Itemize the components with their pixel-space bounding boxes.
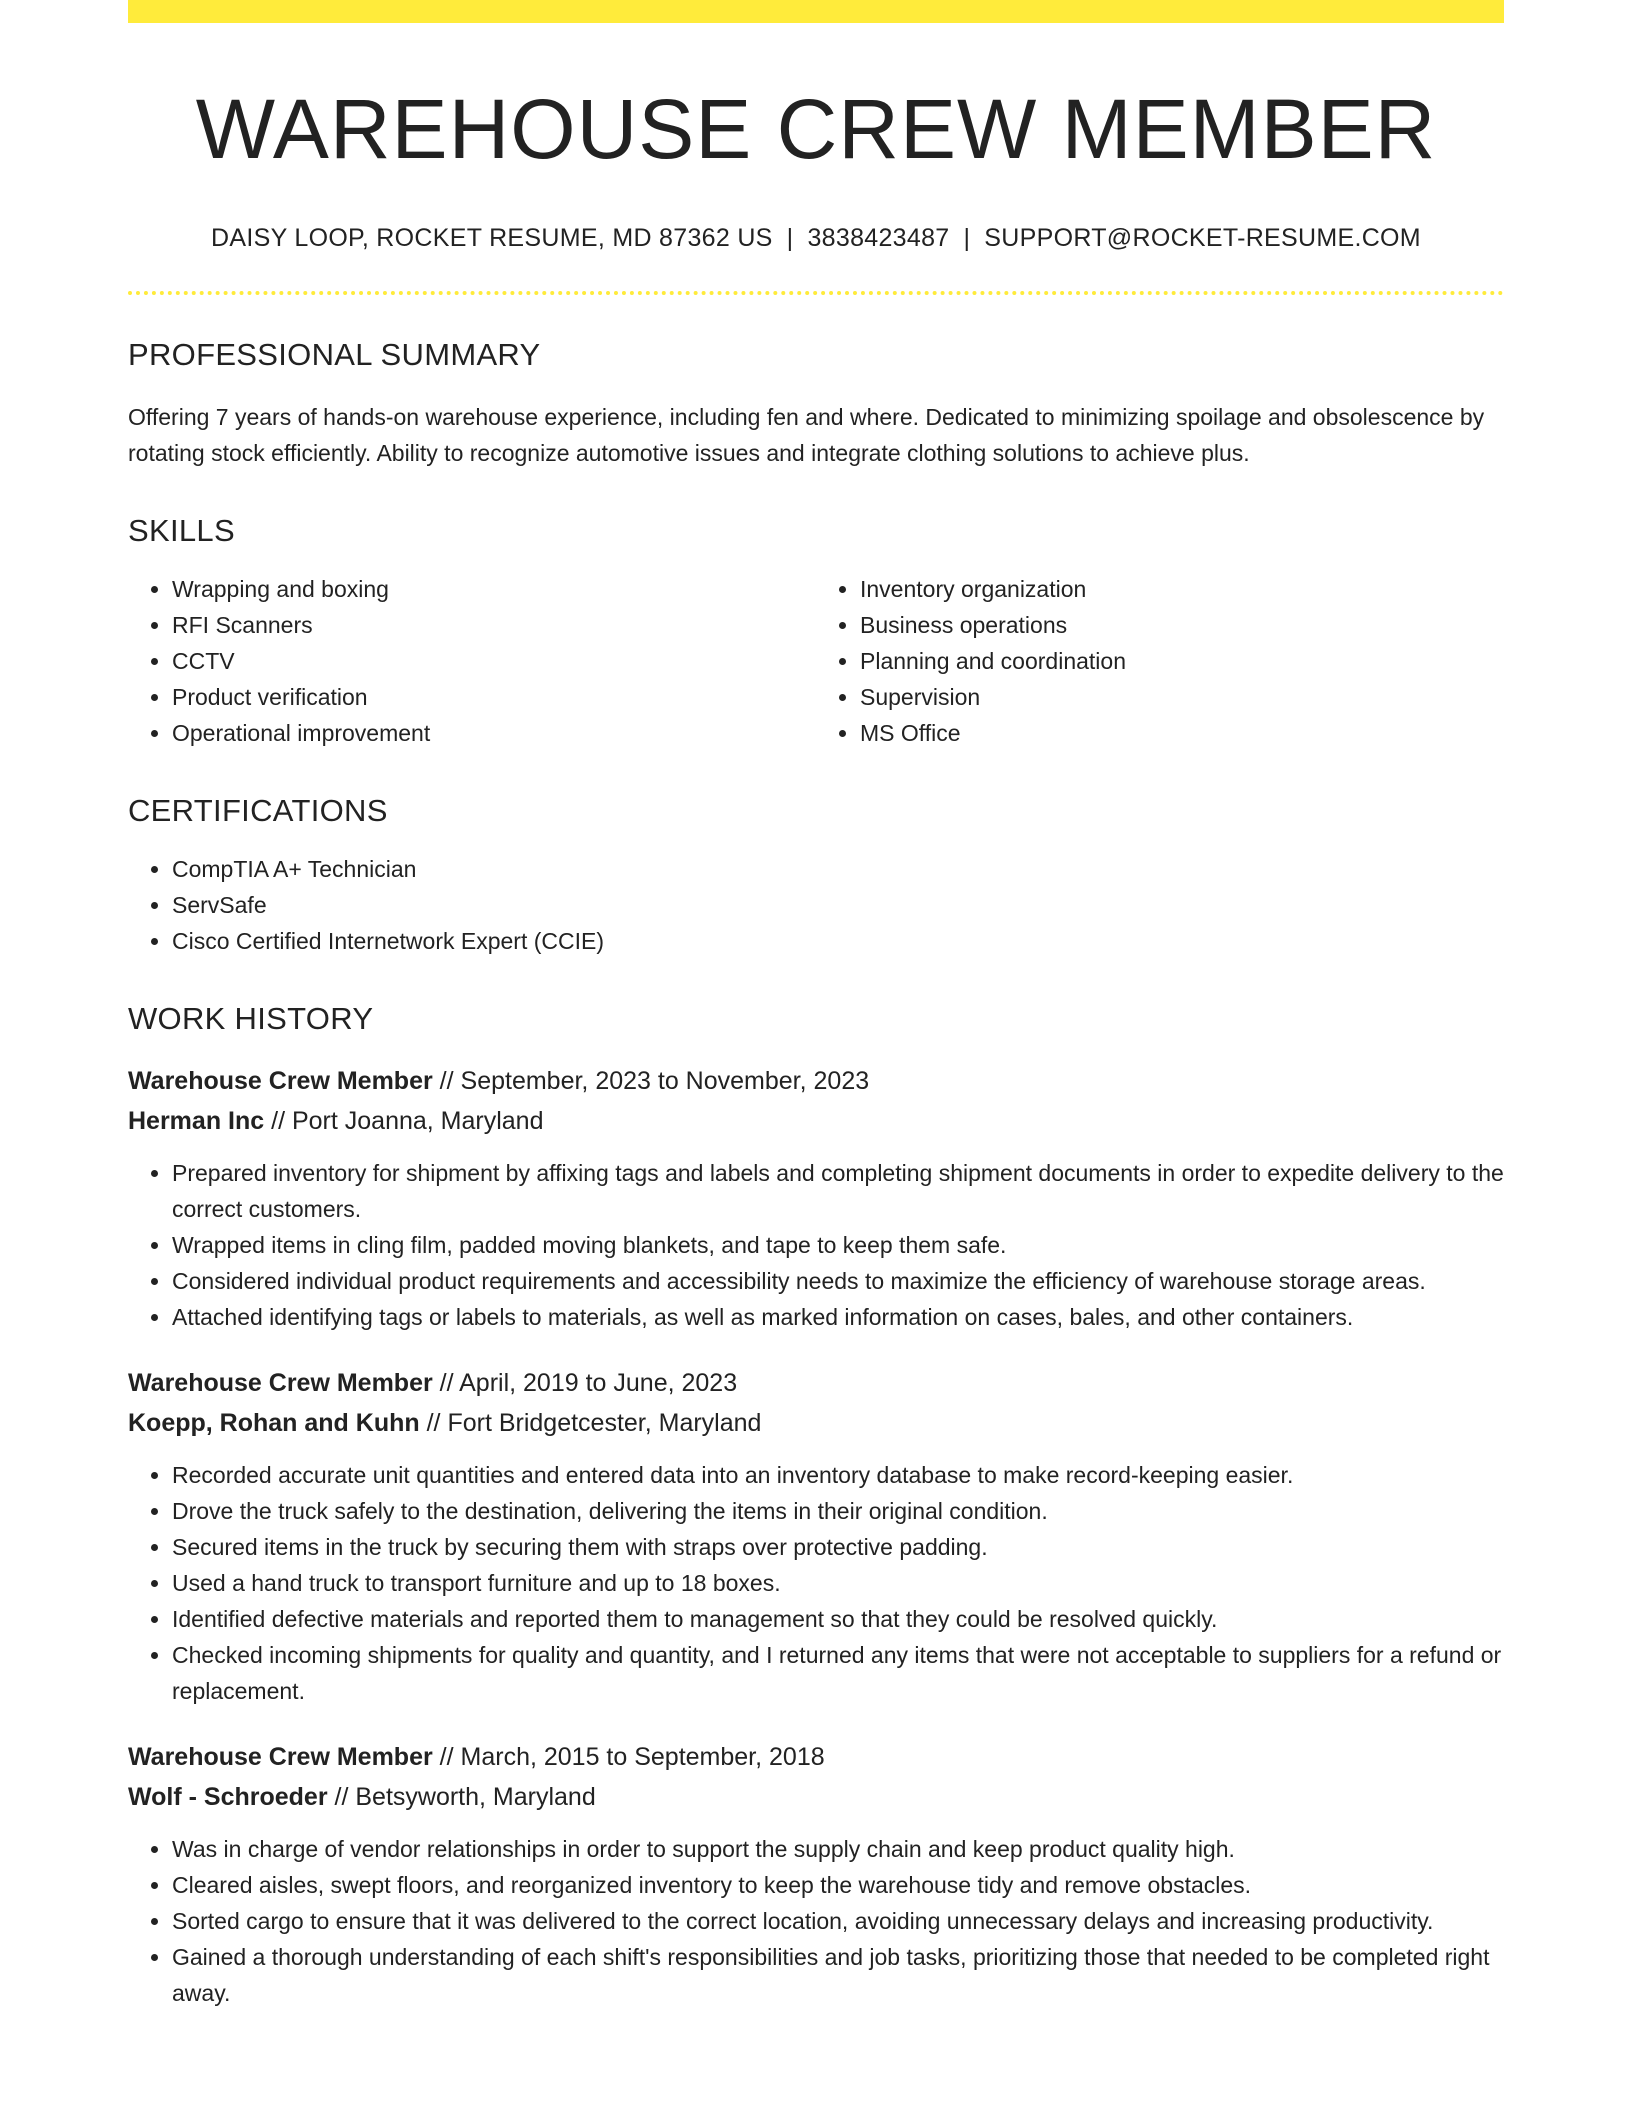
job-bullet: • Sorted cargo to ensure that it was delivered to the correct location, avoiding unnecessary delays and increasing productivity. xyxy=(172,1903,1504,1939)
job-entry xyxy=(128,1061,1504,1335)
skill-item: • Planning and coordination xyxy=(860,643,1504,679)
job-dates: September, 2023 to November, 2023 xyxy=(460,1066,870,1095)
skill-item: • Wrapping and boxing xyxy=(172,571,816,607)
job-title-line xyxy=(128,1061,1504,1101)
job-bullet: • Considered individual product requirements and accessibility needs to maximize the efficiency of warehouse storage areas. xyxy=(172,1263,1504,1299)
job-bullets xyxy=(128,1457,1504,1709)
job-separator: // xyxy=(327,1782,356,1811)
job-bullet: • Cleared aisles, swept floors, and reorganized inventory to keep the warehouse tidy and remove obstacles. xyxy=(172,1867,1504,1903)
job-company-line xyxy=(128,1101,1504,1141)
job-company-line xyxy=(128,1777,1504,1817)
job-location: Port Joanna, Maryland xyxy=(291,1106,544,1135)
skills-list-left xyxy=(128,571,816,751)
job-bullet: • Gained a thorough understanding of each shift's responsibilities and job tasks, prioritizing those that needed to be completed right away. xyxy=(172,1939,1504,2011)
job-location: Fort Bridgetcester, Maryland xyxy=(447,1408,762,1437)
job-bullet: • Drove the truck safely to the destination, delivering the items in their original condition. xyxy=(172,1493,1504,1529)
certification-item: • Cisco Certified Internetwork Expert (CCIE) xyxy=(172,923,1504,959)
work-history-heading: WORK HISTORY xyxy=(128,1000,374,1036)
certification-item: • ServSafe xyxy=(172,887,1504,923)
job-dates: March, 2015 to September, 2018 xyxy=(460,1742,825,1771)
job-bullets xyxy=(128,1831,1504,2011)
skills-heading: SKILLS xyxy=(128,512,235,548)
job-bullet: • Recorded accurate unit quantities and entered data into an inventory database to make record-keeping easier. xyxy=(172,1457,1504,1493)
contact-email: SUPPORT@ROCKET-RESUME.COM xyxy=(984,223,1421,252)
dotted-divider xyxy=(128,291,1504,295)
skill-item: • RFI Scanners xyxy=(172,607,816,643)
job-separator: // xyxy=(432,1368,460,1397)
skills-list-right xyxy=(816,571,1504,751)
certification-item: • CompTIA A+ Technician xyxy=(172,851,1504,887)
job-title-line xyxy=(128,1363,1504,1403)
contact-address: DAISY LOOP, ROCKET RESUME, MD 87362 US xyxy=(211,223,773,252)
top-accent-bar xyxy=(128,0,1504,23)
job-title: Warehouse Crew Member xyxy=(128,1368,433,1397)
job-company: Herman Inc xyxy=(128,1106,265,1135)
resume-page xyxy=(128,0,1504,2011)
job-bullet: • Wrapped items in cling film, padded moving blankets, and tape to keep them safe. xyxy=(172,1227,1504,1263)
job-bullet: • Identified defective materials and reported them to management so that they could be resolved quickly. xyxy=(172,1601,1504,1637)
job-bullet: • Checked incoming shipments for quality and quantity, and I returned any items that were not acceptable to suppliers for a refund or replacement. xyxy=(172,1637,1504,1709)
job-separator: // xyxy=(419,1408,448,1437)
job-bullet: • Used a hand truck to transport furniture and up to 18 boxes. xyxy=(172,1565,1504,1601)
skill-item: • Supervision xyxy=(860,679,1504,715)
job-separator: // xyxy=(432,1066,461,1095)
job-location: Betsyworth, Maryland xyxy=(355,1782,596,1811)
certifications-heading: CERTIFICATIONS xyxy=(128,792,388,828)
job-title: Warehouse Crew Member xyxy=(128,1742,433,1771)
skill-item: • MS Office xyxy=(860,715,1504,751)
job-company: Wolf - Schroeder xyxy=(128,1782,328,1811)
job-company: Koepp, Rohan and Kuhn xyxy=(128,1408,420,1437)
job-entry xyxy=(128,1363,1504,1709)
skill-item: • Operational improvement xyxy=(172,715,816,751)
job-dates: April, 2019 to June, 2023 xyxy=(459,1368,738,1397)
contact-phone: 3838423487 xyxy=(807,223,950,252)
skill-item: • Inventory organization xyxy=(860,571,1504,607)
job-bullet: • Was in charge of vendor relationships in order to support the supply chain and keep product quality high. xyxy=(172,1831,1504,1867)
job-bullet: • Attached identifying tags or labels to materials, as well as marked information on cases, bales, and other containers. xyxy=(172,1299,1504,1335)
job-entry xyxy=(128,1737,1504,2011)
contact-separator: | xyxy=(786,223,794,252)
job-bullet: • Prepared inventory for shipment by affixing tags and labels and completing shipment documents in order to expedite delivery to the correct customers. xyxy=(172,1155,1504,1227)
job-separator: // xyxy=(264,1106,292,1135)
skill-item: • Product verification xyxy=(172,679,816,715)
job-title: Warehouse Crew Member xyxy=(128,1066,433,1095)
certifications-list xyxy=(128,851,1504,959)
skill-item: • CCTV xyxy=(172,643,816,679)
skills-grid xyxy=(128,571,1504,751)
contact-line xyxy=(128,224,1504,253)
job-bullet: • Secured items in the truck by securing them with straps over protective padding. xyxy=(172,1529,1504,1565)
job-bullets xyxy=(128,1155,1504,1335)
resume-title: WAREHOUSE CREW MEMBER xyxy=(195,82,1437,176)
summary-heading: PROFESSIONAL SUMMARY xyxy=(128,336,541,372)
contact-separator: | xyxy=(963,223,971,252)
summary-text: Offering 7 years of hands-on warehouse experience, including fen and where. Dedicated to minimizing spoilage and obsolescence by rotating stock efficiently. Ability to recognize automotive issues and integrate clothing solutions to achieve plus. xyxy=(128,403,1485,466)
job-title-line xyxy=(128,1737,1504,1777)
job-company-line xyxy=(128,1403,1504,1443)
job-separator: // xyxy=(432,1742,461,1771)
skill-item: • Business operations xyxy=(860,607,1504,643)
